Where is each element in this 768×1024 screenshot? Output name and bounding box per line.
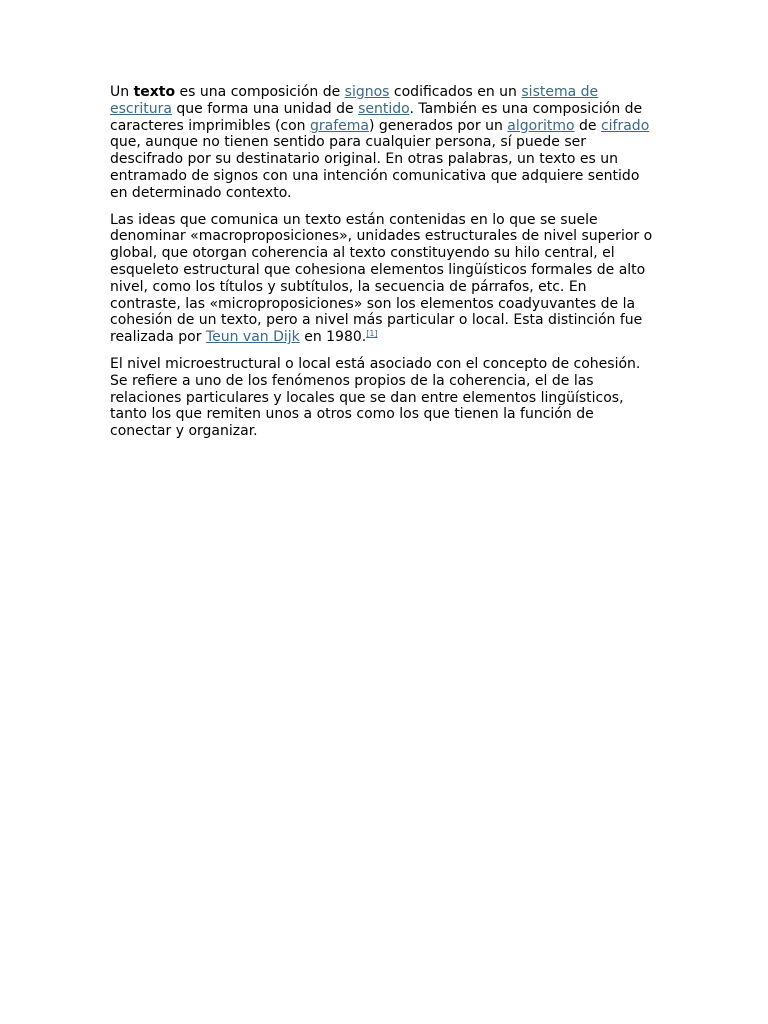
link-teun-van-dijk[interactable]: Teun van Dijk	[205, 329, 300, 346]
footnote-ref-1[interactable]: [1]	[366, 329, 378, 339]
text-run: ) generados por un	[368, 117, 508, 134]
bold-term-texto: texto	[133, 84, 176, 100]
paragraph-1	[110, 84, 658, 202]
link-sentido[interactable]: sentido	[358, 100, 410, 117]
text-run: en 1980.	[299, 329, 367, 346]
paragraph-3: El nivel microestructural o local está asociado con el concepto de cohesión. Se refiere a uno de los fenómenos propios de la coherencia, el de las relaciones particulares y locales que se dan entre elementos lingüísticos, tanto los que remiten unos a otros como los que tienen la función de conectar y organizar.	[110, 355, 641, 440]
paragraph-2	[110, 212, 658, 346]
text-run: que forma una unidad de	[171, 100, 359, 117]
link-sistema-de-escritura[interactable]: sistema de escritura	[110, 84, 599, 117]
link-signos[interactable]: signos	[344, 84, 390, 100]
link-algoritmo[interactable]: algoritmo	[507, 117, 575, 134]
document-body	[110, 84, 658, 450]
text-run: de	[574, 117, 601, 134]
text-run: es una composición de	[175, 84, 345, 100]
text-run: Un	[110, 84, 134, 100]
link-cifrado[interactable]: cifrado	[600, 117, 650, 134]
link-grafema[interactable]: grafema	[310, 117, 369, 134]
text-run: que, aunque no tienen sentido para cualquier persona, sí puede ser descifrado por su destinatario original. En otras palabras, un texto es un entramado de signos con una intención comunicativa que adquiere sentido en determinado contexto.	[110, 134, 640, 201]
text-run: . También es una composición de caracteres imprimibles (con	[110, 100, 643, 134]
text-run: codificados en un	[389, 84, 522, 100]
text-run: Las ideas que comunica un texto están contenidas en lo que se suele denominar «macroproposiciones», unidades estructurales de nivel superior o global, que otorgan coherencia al texto constituyendo su hilo central, el esqueleto estructural que cohesiona elementos lingüísticos formales de alto nivel, como los títulos y subtítulos, la secuencia de párrafos, etc. En contraste, las «microproposiciones» son los elementos coadyuvantes de la cohesión de un texto, pero a nivel más particular o local. Esta distinción fue realizada por	[110, 211, 653, 346]
